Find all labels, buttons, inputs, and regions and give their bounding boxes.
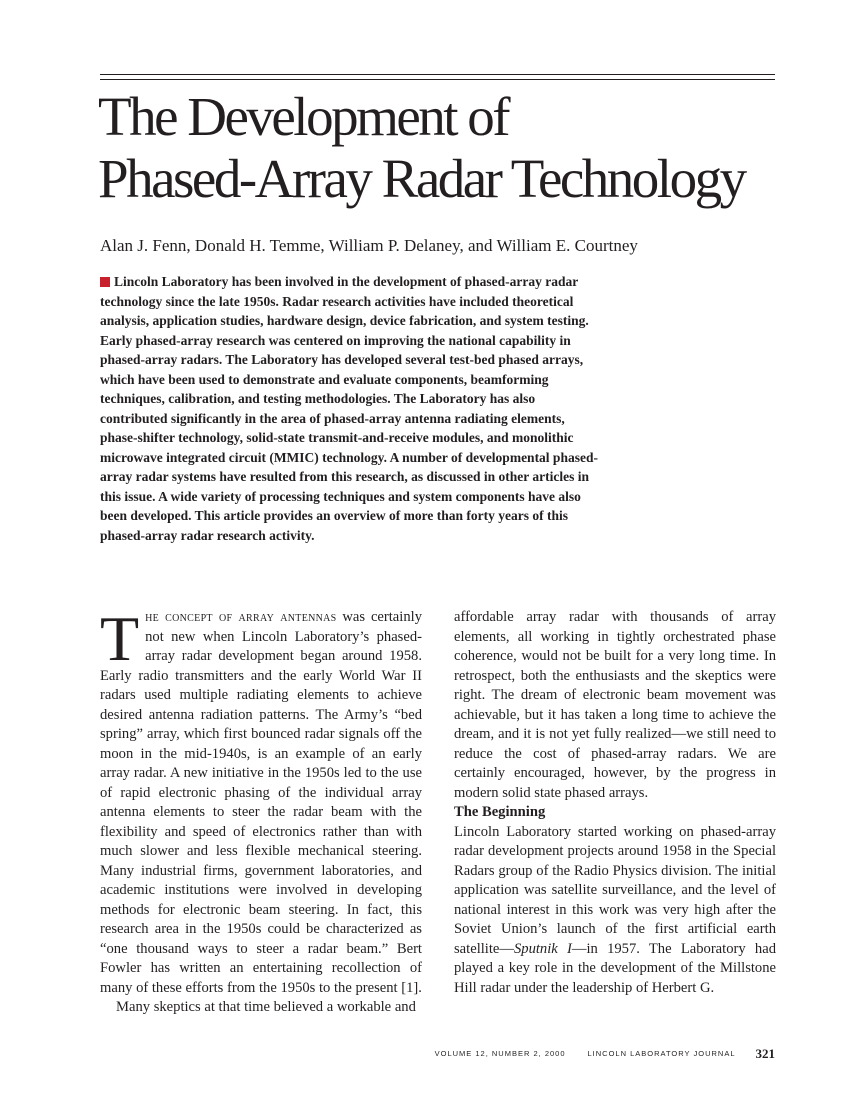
section-text-italic: Sputnik I [513,940,572,957]
section-heading: The Beginning [454,804,546,820]
header-rule-top [100,74,775,75]
header-rule-bottom [100,79,775,80]
section-text-part-1: Lincoln Laboratory started working on phased-array radar development projects around 1958 in the Special Radars group of the Radio Physics division. The initial application was satellite surveillance, and the level of national interest in this work was very high after the Soviet Union’s launch of the first artificial earth satellite— [454,823,776,957]
drop-cap: T [100,603,140,674]
page-number: 321 [755,1046,775,1061]
article-title [98,86,788,210]
body-paragraph-1-text: was certainly not new when Lincoln Laboratory’s phased-array radar development began around 1958. Early radio transmitters and the early World War II radars used multiple radiating elements to achieve desired antenna radiation patterns. The Army’s “bed spring” array, which first bounced radar signals off the moon in the mid-1940s, is an example of an early array radar. A new initiative in the 1950s led to the use of rapid electronic phasing of the individual array antenna elements to steer the radar beam with the flexibility and speed of electronics rather than with much slower and less flexible mechanical steering. Many industrial firms, government laboratories, and academic institutions were involved in developing methods for electronic beam steering. In fact, this research area in the 1950s could be characterized as “one thousand ways to steer a radar beam.” Bert Fowler has written an entertaining recollection of many of these efforts from the 1950s to the present [1]. [100,609,422,996]
abstract-text: Lincoln Laboratory has been involved in the development of phased-array radar technology since the late 1950s. Radar research activities have included theoretical analysis, application studies, hardware design, device fabrication, and system testing. Early phased-array research was centered on improving the national capability in phased-array radars. The Laboratory has developed several test-bed phased arrays, which have been used to demonstrate and evaluate components, beamforming techniques, calibration, and testing methodologies. The Laboratory has also contributed significantly in the area of phased-array antenna radiating elements, phase-shifter technology, solid-state transmit-and-receive modules, and monolithic microwave integrated circuit (MMIC) technology. A number of developmental phased-array radar systems have resulted from this research, as discussed in other articles in this issue. A wide variety of processing techniques and system components have also been developed. This article provides an overview of more than forty years of this phased-array radar research activity. [100,274,598,543]
page-footer [435,1045,775,1063]
body-column-right [454,608,776,998]
article-title-line-2: Phased-Array Radar Technology [98,148,745,209]
article-abstract [100,272,600,545]
body-paragraph-2-start: Many skeptics at that time believed a workable and [116,999,416,1015]
red-square-bullet-icon [100,277,110,287]
article-title-line-1: The Development of [98,86,509,147]
footer-volume: VOLUME 12, NUMBER 2, 2000 [434,1049,566,1058]
section-text-part-2: —in 1957. The Laboratory had played a key role in the development of the Millstone Hill radar under the leadership of Herbert G. [454,940,776,996]
body-paragraph-2-continued: affordable array radar with thousands of array elements, all working in tightly orchestrated phase coherence, would not be built for a very long time. In retrospect, both the enthusiasts and the skeptics were right. The dream of electronic beam movement was achievable, but it has taken a long time to achieve the dream, and it is not yet fully realized—we still need to reduce the cost of phased-array radars. We are certainly encouraged, however, by the progress in modern solid state phased arrays. [454,609,776,801]
body-column-left [100,603,422,1018]
footer-journal-name: LINCOLN LABORATORY JOURNAL [587,1049,736,1058]
section-paragraph [454,823,776,999]
body-paragraph-1 [100,603,422,998]
article-authors: Alan J. Fenn, Donald H. Temme, William P. Delaney, and William E. Courtney [100,236,638,255]
lead-in-smallcaps: he concept of array antennas [145,609,337,625]
